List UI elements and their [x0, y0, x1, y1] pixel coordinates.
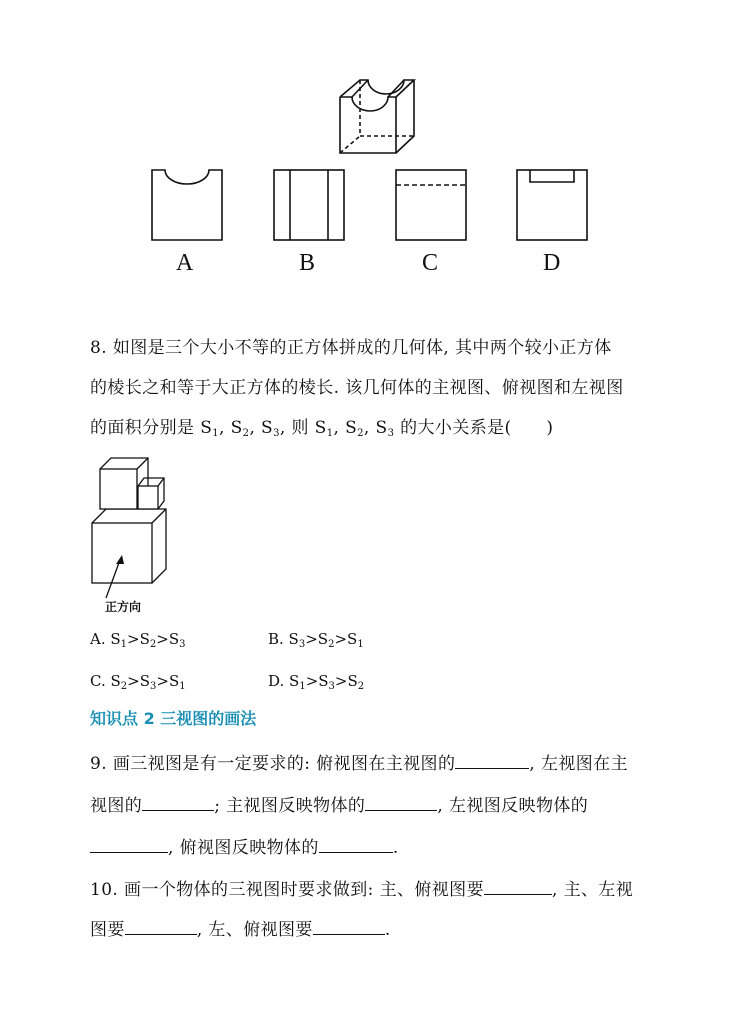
front-direction-label: 正方向 — [105, 600, 142, 614]
direction-arrow-icon — [106, 560, 120, 598]
solid-3d-drawing — [340, 80, 414, 153]
views-figure — [0, 0, 745, 300]
q10-line-1: 10. 画一个物体的三视图时要求做到: 主、俯视图要 , 主、左视 — [90, 880, 634, 900]
option-c-label: C — [422, 250, 439, 276]
q9-blank-4[interactable] — [90, 836, 168, 853]
q9-blank-3[interactable] — [365, 794, 437, 811]
q9-blank-2[interactable] — [142, 794, 214, 811]
section-heading: 知识点 2 三视图的画法 — [90, 709, 257, 728]
q10-blank-2[interactable] — [125, 918, 197, 935]
option-b-view — [274, 170, 344, 240]
q8-line-1: 8. 如图是三个大小不等的正方体拼成的几何体, 其中两个较小正方体 — [90, 338, 612, 358]
stacked-cubes-drawing — [80, 450, 180, 600]
choice-d[interactable]: D. $S_1>S_3>S_2$ — [268, 672, 365, 692]
q8-line-2: 的棱长之和等于大正方体的棱长. 该几何体的主视图、俯视图和左视图 — [90, 378, 624, 398]
option-b-label: B — [299, 250, 316, 276]
choice-b[interactable]: B. $S_3>S_2>S_1$ — [268, 630, 364, 650]
option-d-view — [517, 170, 587, 240]
option-c-view — [396, 170, 466, 240]
q9-line-1: 9. 画三视图是有一定要求的: 俯视图在主视图的 , 左视图在主 — [90, 754, 628, 774]
q10-line-2: 图要 , 左、俯视图要 . — [90, 920, 391, 940]
option-a-label: A — [176, 250, 194, 276]
q8-line-3: 的面积分别是 $S_1$, $S_2$, $S_3$, 则 $S_1$, $S_2$, $S_3$ 的大小关系是( ) — [90, 418, 554, 439]
q9-blank-1[interactable] — [455, 752, 529, 769]
q10-blank-1[interactable] — [484, 878, 552, 895]
choice-c[interactable]: C. $S_2>S_3>S_1$ — [90, 672, 186, 692]
q9-line-3: , 俯视图反映物体的 . — [90, 836, 399, 860]
choice-a[interactable]: A. $S_1>S_2>S_3$ — [90, 630, 186, 650]
q9-blank-5[interactable] — [319, 836, 393, 853]
option-d-label: D — [543, 250, 561, 276]
q9-line-2: 视图的 ; 主视图反映物体的 , 左视图反映物体的 — [90, 796, 589, 816]
q10-blank-3[interactable] — [313, 918, 385, 935]
option-a-view — [152, 170, 222, 240]
